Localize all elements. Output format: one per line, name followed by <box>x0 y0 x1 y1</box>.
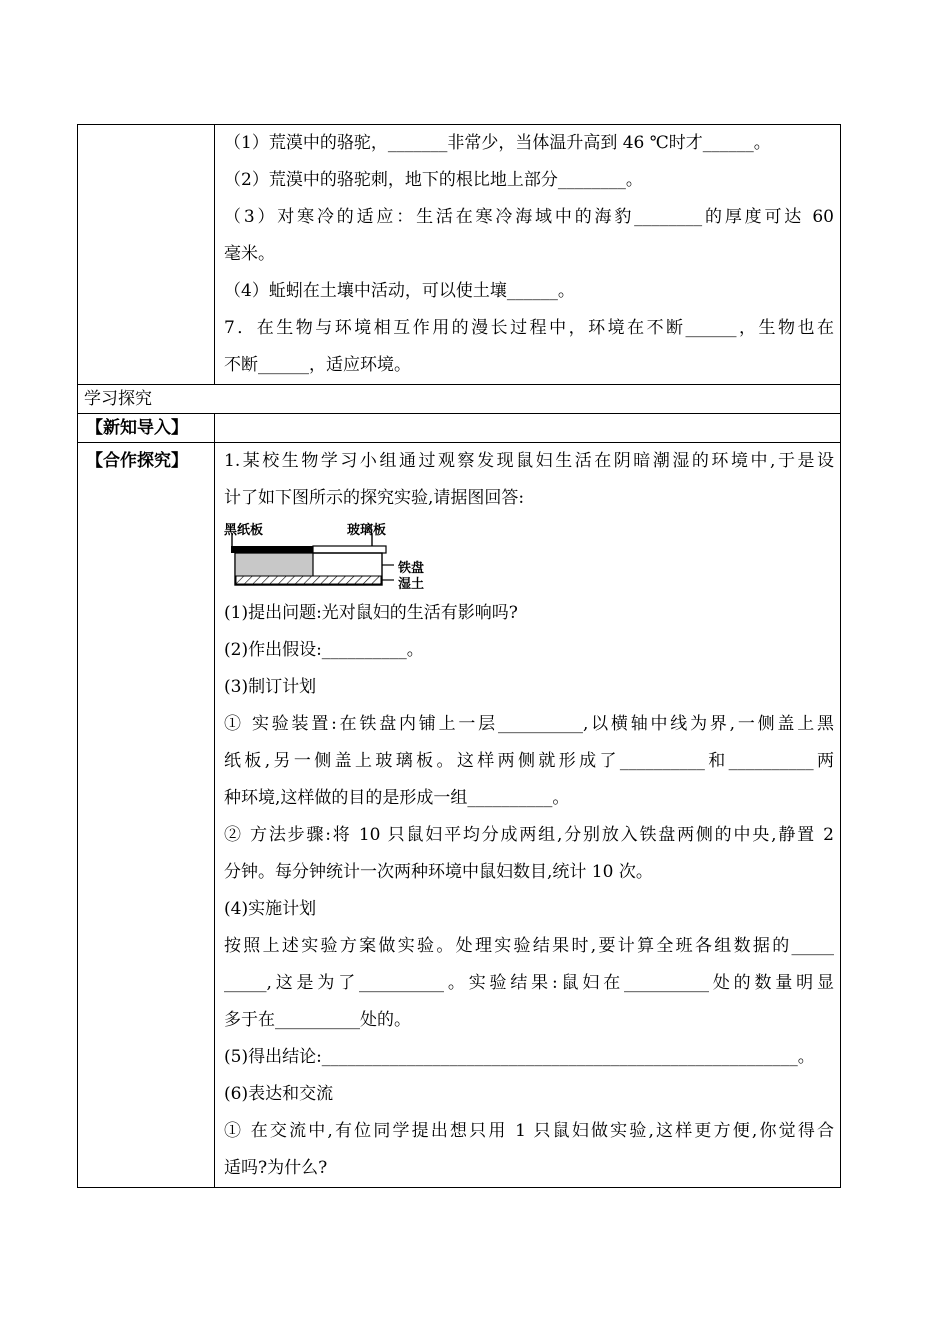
section-header-cell <box>78 385 841 414</box>
cooperation-label: 【合作探究】 <box>86 451 188 471</box>
new-knowledge-label: 【新知导入】 <box>86 418 188 438</box>
question-line: (1)提出问题:光对鼠妇的生活有影响吗? <box>224 603 518 623</box>
question-line: (6)表达和交流 <box>224 1084 334 1104</box>
question-line: (3)制订计划 <box>224 677 317 697</box>
question-intro-line: 计了如下图所示的探究实验,请据图回答: <box>224 488 525 508</box>
cooperation-row <box>78 443 841 1188</box>
top-row <box>78 125 841 385</box>
top-content-cell <box>215 125 841 385</box>
top-left-cell <box>78 125 215 385</box>
question-line: (4)实施计划 <box>224 899 317 919</box>
experiment-figure <box>224 519 434 595</box>
text-line: 不断______，适应环境。 <box>224 355 411 375</box>
question-line: 种环境,这样做的目的是形成一组__________。 <box>224 788 570 808</box>
glass-board-shape <box>313 546 386 553</box>
cooperation-content-cell <box>215 443 841 1188</box>
text-line: 毫米。 <box>224 244 275 264</box>
question-intro-line: 1.某校生物学习小组通过观察发现鼠妇生活在阴暗潮湿的环境中,于是设 <box>224 451 834 471</box>
label-glass-board: 玻璃板 <box>347 523 387 538</box>
wet-soil-shape <box>236 576 381 584</box>
label-iron-tray: 铁盘 <box>398 561 425 576</box>
new-knowledge-content-cell <box>215 414 841 443</box>
new-knowledge-row <box>78 414 841 443</box>
question-line: (2)作出假设:__________。 <box>224 640 424 660</box>
text-line: （2）荒漠中的骆驼刺，地下的根比地上部分________。 <box>224 170 643 190</box>
question-line: 适吗?为什么? <box>224 1158 328 1178</box>
label-wet-soil: 湿土 <box>398 577 425 592</box>
section-header-row <box>78 385 841 414</box>
new-knowledge-label-cell <box>78 414 215 443</box>
question-line: 按照上述实验方案做实验。处理实验结果时,要计算全班各组数据的_____ <box>224 936 834 956</box>
question-line: 多于在__________处的。 <box>224 1010 411 1030</box>
question-line: _____,这是为了__________。实验结果:鼠妇在__________处的数量明显 <box>224 973 834 993</box>
question-line: 分钟。每分钟统计一次两种环境中鼠妇数目,统计 10 次。 <box>224 862 653 882</box>
section-header: 学习探究 <box>84 389 152 409</box>
text-line: 7．在生物与环境相互作用的漫长过程中，环境在不断______，生物也在 <box>224 318 834 338</box>
text-line: （4）蚯蚓在土壤中活动，可以使土壤______。 <box>224 281 575 301</box>
text-line: （3）对寒冷的适应：生活在寒冷海域中的海豹________的厚度可达 60 <box>224 207 834 227</box>
label-black-board: 黑纸板 <box>224 523 264 538</box>
question-line: ① 在交流中,有位同学提出想只用 1 只鼠妇做实验,这样更方便,你觉得合 <box>224 1121 834 1141</box>
text-line: （1）荒漠中的骆驼，_______非常少，当体温升高到 46 ℃时才______。 <box>224 133 771 153</box>
worksheet-table <box>77 124 841 1188</box>
question-line: (5)得出结论:________________________________________________________。 <box>224 1047 815 1067</box>
cooperation-label-cell <box>78 443 215 1188</box>
question-line: 纸板,另一侧盖上玻璃板。这样两侧就形成了__________和__________两 <box>224 751 834 771</box>
black-board-shape <box>231 546 313 553</box>
question-line: ① 实验装置:在铁盘内铺上一层__________,以横轴中线为界,一侧盖上黑 <box>224 714 834 734</box>
dark-side-region <box>236 554 313 576</box>
question-line: ② 方法步骤:将 10 只鼠妇平均分成两组,分别放入铁盘两侧的中央,静置 2 <box>224 825 834 845</box>
